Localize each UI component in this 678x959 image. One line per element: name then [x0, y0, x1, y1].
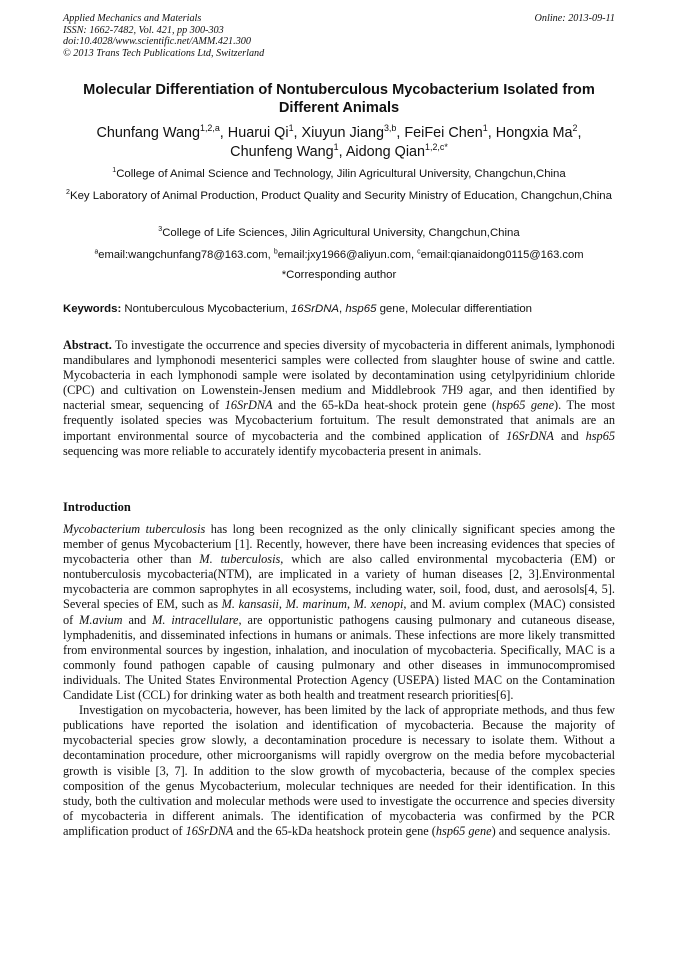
author-name: FeiFei Chen [404, 125, 483, 141]
author-affiliation-mark: 1,2,a [199, 123, 220, 134]
italic-text: Mycobacterium tuberculosis [63, 522, 206, 536]
author-name: Xiuyun Jiang [301, 125, 384, 141]
affiliation-text: College of Animal Science and Technology, Jilin Agricultural University, Changchun,China [116, 168, 566, 180]
italic-text: M. intracellulare [152, 612, 239, 627]
corresponding-author: *Corresponding author [281, 269, 397, 281]
abstract-text: To investigate the occurrence and species diversity of mycobacteria in different animals, lymphonodi mandibulares and lymphonodi mesenterici samples were collected from slaughter house of swine and cattle. Mycobacteria in each lymphonodi sample were isolated by decontamination using cetylpyridinium chloride (CPC) and cultivation on Lowenstein-Jensen medium and Middlebrook 7H9 agar, and then identified by nacterial smear, sequencing of [63, 338, 615, 413]
abstract-italic: hsp65 [585, 428, 615, 443]
author-separator: , [219, 125, 228, 141]
abstract-italic: hsp65 gene [495, 398, 555, 413]
affiliation-3 [63, 226, 615, 241]
affiliation-mark: 2 [66, 189, 70, 197]
italic-text: M. xenopi [353, 597, 404, 612]
online-date: Online: 2013-09-11 [534, 13, 615, 24]
italic-text: M. marinum [285, 597, 347, 612]
keyword: Nontuberculous Mycobacterium, [124, 303, 291, 315]
keyword: hsp65 [345, 303, 377, 315]
journal-header [63, 13, 615, 59]
abstract-text: and the 65-kDa heat-shock protein gene ( [272, 398, 496, 413]
author-separator: , [577, 125, 582, 141]
affiliation-text: Key Laboratory of Animal Production, Product Quality and Security Ministry of Education, Changchun,China [69, 190, 612, 202]
body-text: , [346, 597, 354, 612]
italic-text: M.avium [79, 612, 123, 627]
abstract-italic: 16SrDNA [224, 398, 273, 413]
author-separator: , [338, 144, 346, 160]
author-separator: , [396, 125, 405, 141]
author-list [63, 124, 615, 162]
keyword-separator: , [339, 303, 346, 315]
email-mark: c [417, 248, 421, 256]
affiliation-mark: 3 [158, 226, 163, 234]
italic-text: hsp65 gene [435, 823, 492, 838]
author-name: Hongxia Ma [495, 125, 573, 141]
author-name: Chunfeng Wang [230, 144, 334, 160]
issn-line: ISSN: 1662-7482, Vol. 421, pp 300-303 [63, 24, 224, 36]
body-text: ) and sequence analysis. [491, 823, 611, 838]
affiliation-1 [63, 167, 615, 182]
keywords-label: Keywords: [63, 303, 125, 315]
author-separator: , [487, 125, 496, 141]
body-text: has long been recognized as the only clinically significant species among the member of genus Mycobacterium [1]. Recently, however, there have been increasing evidences that species of mycobacteria other than [63, 522, 615, 567]
paper-title: Molecular Differentiation of Nontuberculous Mycobacterium Isolated from Different Animals [83, 82, 595, 116]
journal-name: Applied Mechanics and Materials [63, 13, 202, 24]
author-name: Chunfang Wang [96, 125, 200, 141]
body-text: and the 65-kDa heatshock protein gene ( [233, 823, 436, 838]
keyword: gene, Molecular differentiation [376, 303, 532, 315]
body-text: and [122, 612, 153, 627]
author-affiliation-mark: 2 [572, 123, 578, 134]
paragraph [63, 522, 615, 703]
body-text: , are opportunistic pathogens causing pulmonary and cutaneous disease, lymphadenitis, and disseminated infections in humans or animals. These infections are more likely transmitted from environmental sources by ingestion, inhalation, and inoculation of mycobacteria. Specifically, MAC is a commonly found pathogen capable of causing pulmonary and other diseases in immunocompromised individuals. The United States Environmental Protection Agency (USEPA) listed MAC on the Contamination Candidate List (CCL) for drinking water as both health and treatment research priorities[6]. [63, 612, 615, 703]
email-text: email:wangchunfang78@163.com, [98, 249, 274, 261]
body-text: , and M. avium complex (MAC) consisted of [63, 597, 615, 627]
copyright-line: © 2013 Trans Tech Publications Ltd, Switzerland [63, 47, 265, 59]
author-name: Huarui Qi [227, 125, 289, 141]
email-line [63, 248, 615, 263]
abstract-italic: 16SrDNA [506, 428, 554, 443]
body-text: , [278, 597, 286, 612]
keywords [63, 303, 615, 315]
abstract [63, 338, 615, 459]
email-text: email:jxy1966@aliyun.com, [277, 249, 418, 261]
abstract-text: ). The most frequently isolated species was Mycobacterium fortuitum. The result demonstrated that animals are an important environmental source of mycobacteria and the combined application of [63, 398, 615, 443]
author-affiliation-mark: 3,b [383, 123, 397, 134]
author-affiliation-mark: 1 [288, 123, 294, 134]
doi-line: doi:10.4028/www.scientific.net/AMM.421.300 [63, 36, 251, 47]
email-mark: a [94, 248, 99, 256]
italic-text: 16SrDNA [185, 823, 234, 838]
paragraph [63, 703, 615, 839]
author-affiliation-mark: 1 [482, 123, 488, 134]
affiliation-mark: 1 [112, 167, 117, 175]
keyword: 16SrDNA [290, 303, 340, 315]
affiliation-2 [63, 189, 615, 204]
introduction-body [63, 522, 615, 839]
author-affiliation-mark: 1,2,c* [425, 142, 448, 153]
italic-text: M. kansasii [221, 597, 279, 612]
abstract-text: and [553, 428, 586, 443]
italic-text: M. tuberculosis [199, 552, 281, 567]
email-mark: b [273, 248, 278, 256]
body-text: Investigation on mycobacteria, however, has been limited by the lack of appropriate methods, and thus few publications have reported the isolation and identification of mycobacteria. Because the majority of mycobacterial species grow slowly, a decontamination procedure is necessary to isolate them. Without a decontamination procedure, other microorganisms will rapidly overgrow on the media before mycobacterial growth is visible [3, 7]. In addition to the slow growth of mycobacteria, because of the complex species composition of the genus Mycobacterium, molecular techniques are needed for their identification. In this study, both the cultivation and molecular methods were used to investigate the occurrence and species diversity of mycobacteria in different animals. The identification of mycobacteria was confirmed by the PCR amplification product of [63, 703, 615, 838]
section-heading-introduction: Introduction [63, 500, 131, 514]
author-affiliation-mark: 1 [333, 142, 339, 153]
author-separator: , [293, 125, 302, 141]
body-text: , which are also called environmental mycobacteria (EM) or nontuberculosis mycobacteria(NTM), are implicated in a variety of human diseases [2, 3].Environmental mycobacteria are common saprophytes in all ecosystems, including water, soil, food, dust, and aerosols[4, 5]. Several species of EM, such as [63, 552, 615, 612]
email-text: email:qianaidong0115@163.com [420, 249, 584, 261]
abstract-text: sequencing was more reliable to accurately identify mycobacteria present in animals. [63, 443, 482, 458]
abstract-label: Abstract. [63, 338, 112, 352]
affiliation-text: College of Life Sciences, Jilin Agricultural University, Changchun,China [162, 227, 520, 239]
author-name: Aidong Qian [345, 144, 426, 160]
